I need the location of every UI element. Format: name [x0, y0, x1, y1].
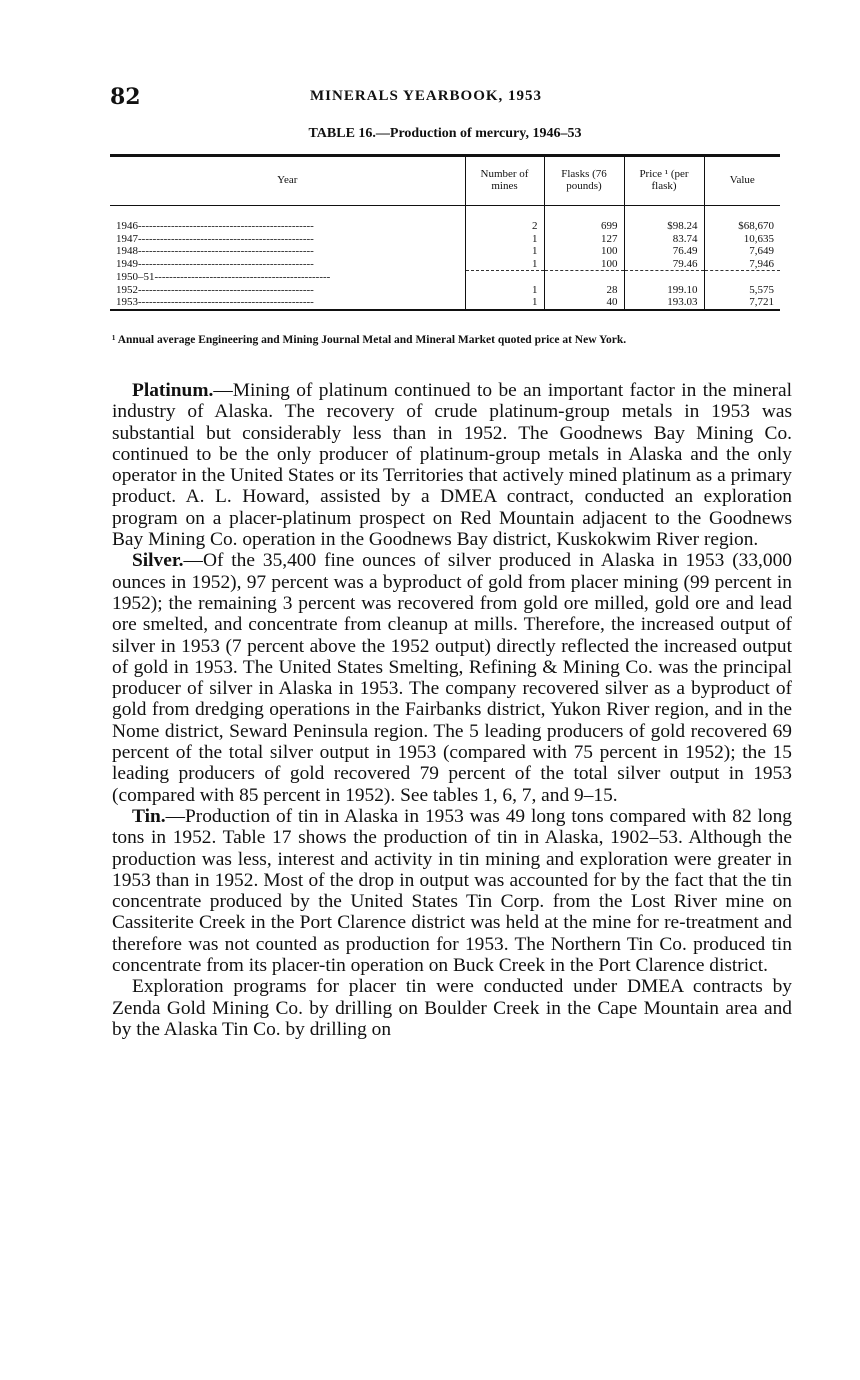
mines-cell: 1	[465, 245, 544, 258]
value-cell: 5,575	[704, 284, 780, 297]
mercury-production-table	[110, 154, 780, 311]
table-row	[110, 206, 780, 233]
flasks-cell: 699	[544, 206, 624, 233]
year-cell: 1953	[116, 296, 138, 308]
tin-paragraph	[112, 806, 792, 976]
year-cell: 1950–51	[116, 270, 155, 283]
running-head: MINERALS YEARBOOK, 1953	[310, 88, 543, 104]
exploration-paragraph: Exploration programs for placer tin were conducted under DMEA contracts by Zenda Gold Mining Co. by drilling on Boulder Creek in the Cape Mountain area and by the Alaska Tin Co. by drilling on	[112, 976, 792, 1040]
year-cell: 1948	[116, 245, 138, 257]
page-number: 82	[110, 84, 141, 110]
table-row	[110, 296, 780, 310]
value-cell: $68,670	[704, 206, 780, 233]
price-cell: 199.10	[624, 284, 704, 297]
flasks-cell: 100	[544, 258, 624, 271]
dot-leader: ------------------------------------------------	[138, 220, 314, 232]
mines-cell: 1	[465, 233, 544, 246]
table-header-row	[110, 156, 780, 206]
flasks-cell: 127	[544, 233, 624, 246]
price-cell: $98.24	[624, 206, 704, 233]
value-cell: 7,946	[704, 258, 780, 271]
silver-text: —Of the 35,400 fine ounces of silver produced in Alaska in 1953 (33,000 ounces in 1952), 97 percent was a byproduct of gold from placer mining (99 percent in 1952); the remaining 3 percent was recovered from gold ore milled, gold ore and lead ore smelted, and concentrate from cleanup at mills. Therefore, the increased output of silver in 1953 (7 percent above the 1952 output) directly reflected the increased output of gold in 1953. The United States Smelting, Refining & Mining Co. was the principal producer of silver in Alaska in 1953. The company recovered silver as a byproduct of gold from dredging operations in the Fairbanks district, Yukon River region, and in the Nome district, Seward Peninsula region. The 5 leading producers of gold recovered 69 percent of the total silver output in 1953 (compared with 75 percent in 1952); the 15 leading producers of gold recovered 79 percent of the total silver output in 1953 (compared with 85 percent in 1952). See tables 1, 6, 7, and 9–15.	[112, 550, 792, 806]
column-header-price: Price ¹ (per flask)	[624, 156, 704, 206]
mines-cell: 1	[465, 284, 544, 297]
year-cell: 1952	[116, 283, 138, 296]
column-header-flasks: Flasks (76 pounds)	[544, 156, 624, 206]
dot-leader: ------------------------------------------------	[138, 257, 314, 270]
dot-leader: ------------------------------------------------	[138, 296, 314, 308]
page-header	[110, 84, 790, 112]
table-row	[110, 284, 780, 297]
flasks-cell: 100	[544, 245, 624, 258]
mines-cell: 2	[465, 206, 544, 233]
silver-paragraph	[112, 550, 792, 806]
platinum-heading: Platinum.	[132, 380, 214, 401]
silver-heading: Silver.	[132, 550, 184, 572]
mines-cell: 1	[465, 258, 544, 271]
column-header-value: Value	[704, 156, 780, 206]
flasks-cell: 40	[544, 296, 624, 310]
table-row	[110, 271, 780, 284]
value-cell	[704, 271, 780, 284]
mines-cell	[465, 271, 544, 284]
flasks-cell	[544, 271, 624, 284]
price-cell: 193.03	[624, 296, 704, 310]
flasks-cell: 28	[544, 284, 624, 297]
table-row	[110, 233, 780, 246]
table-row	[110, 245, 780, 258]
table-row	[110, 258, 780, 271]
year-cell: 1946	[116, 220, 138, 232]
body-text	[112, 380, 792, 1040]
price-cell: 79.46	[624, 258, 704, 271]
dot-leader: ------------------------------------------------	[138, 232, 314, 245]
price-cell: 83.74	[624, 233, 704, 246]
tin-text: —Production of tin in Alaska in 1953 was 49 long tons compared with 82 long tons in 1952. Table 17 shows the production of tin in Alaska, 1902–53. Although the production was less, interest and activity in tin mining and exploration were greater in 1953 than in 1952. Most of the drop in output was accounted for by the fact that the tin concentrate produced by the United States Tin Corp. from the Lost River mine on Cassiterite Creek in the Port Clarence district was held at the mine for re-treatment and therefore was not counted as production for 1953. The Northern Tin Co. produced tin concentrate from its placer-tin operation on Buck Creek in the Port Clarence district.	[112, 805, 792, 977]
table-footnote: ¹ Annual average Engineering and Mining Journal Metal and Mineral Market quoted price at New York.	[112, 334, 627, 346]
value-cell: 7,721	[704, 296, 780, 310]
column-header-mines: Number of mines	[465, 156, 544, 206]
price-cell	[624, 271, 704, 284]
year-cell: 1947	[116, 232, 138, 245]
platinum-paragraph	[112, 380, 792, 550]
year-cell: 1949	[116, 257, 138, 270]
column-header-year: Year	[277, 174, 298, 187]
mines-cell: 1	[465, 296, 544, 310]
dot-leader: ------------------------------------------------	[138, 245, 314, 257]
platinum-text: —Mining of platinum continued to be an important factor in the mineral industry of Alaska. The recovery of crude platinum-group metals in 1953 was substantial but considerably less than in 1952. The Goodnews Bay Mining Co. continued to be the only producer of platinum-group metals in Alaska and the only operator in the United States or its Territories that actively mined platinum as a primary product. A. L. Howard, assisted by a DMEA contract, conducted an exploration program on a placer-platinum prospect on Red Mountain adjacent to the Goodnews Bay Mining Co. operation in the Goodnews Bay district, Kuskokwim River region.	[112, 380, 792, 551]
table-title: TABLE 16.—Production of mercury, 1946–53	[308, 126, 582, 141]
dot-leader: ------------------------------------------------	[154, 270, 331, 283]
dot-leader: ------------------------------------------------	[138, 283, 314, 296]
value-cell: 10,635	[704, 233, 780, 246]
value-cell: 7,649	[704, 245, 780, 258]
tin-heading: Tin.	[132, 805, 166, 827]
price-cell: 76.49	[624, 245, 704, 258]
